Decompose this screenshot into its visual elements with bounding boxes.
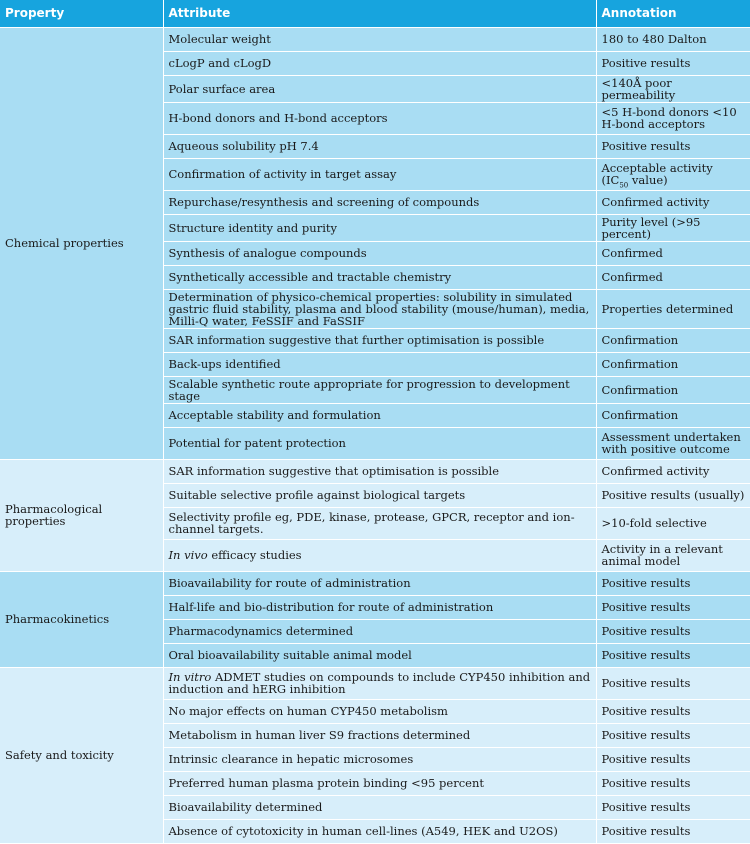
annotation-text: Confirmation: [601, 333, 679, 347]
annotation-text: >10-fold selective: [601, 516, 707, 530]
attribute-cell: [163, 376, 596, 403]
annotation-cell: [596, 747, 750, 771]
attribute-text: Confirmation of activity in target assay: [168, 167, 397, 181]
attribute-text: Potential for patent protection: [168, 436, 346, 450]
attribute-text: efficacy studies: [207, 548, 302, 562]
header-attribute: Attribute: [163, 0, 596, 27]
annotation-text: Purity level (>95 percent): [601, 214, 701, 241]
annotation-cell: [596, 595, 750, 619]
attribute-cell: [163, 190, 596, 214]
attribute-cell: [163, 102, 596, 134]
annotation-cell: [596, 352, 750, 376]
annotation-text: Confirmed activity: [601, 195, 710, 209]
annotation-cell: [596, 571, 750, 595]
annotation-cell: [596, 134, 750, 158]
table-row: [0, 667, 750, 699]
attribute-text: Absence of cytotoxicity in human cell-lines (A549, HEK and U2OS): [168, 824, 558, 838]
annotation-cell: [596, 539, 750, 571]
annotation-cell: [596, 376, 750, 403]
annotation-cell: [596, 667, 750, 699]
attribute-italic-text: In vitro: [168, 670, 212, 684]
attribute-cell: [163, 699, 596, 723]
attribute-cell: [163, 241, 596, 265]
attribute-text: Structure identity and purity: [168, 220, 337, 235]
attribute-cell: [163, 328, 596, 352]
attribute-cell: [163, 571, 596, 595]
attribute-text: Acceptable stability and formulation: [168, 408, 381, 422]
attribute-text: Oral bioavailability suitable animal model: [168, 648, 412, 662]
annotation-cell: [596, 27, 750, 51]
attribute-cell: [163, 723, 596, 747]
attribute-text: Back-ups identified: [168, 357, 281, 371]
attribute-text: Selectivity profile eg, PDE, kinase, protease, GPCR, receptor and ion-channel targets.: [168, 510, 575, 536]
annotation-cell: [596, 265, 750, 289]
attribute-text: Intrinsic clearance in hepatic microsomes: [168, 752, 414, 766]
annotation-cell: [596, 190, 750, 214]
attribute-cell: [163, 747, 596, 771]
annotation-cell: [596, 771, 750, 795]
attribute-italic-text: In vivo: [168, 548, 208, 562]
attribute-cell: [163, 795, 596, 819]
attribute-cell: [163, 51, 596, 75]
annotation-text: Acceptable activity: [601, 161, 713, 175]
annotation-cell: [596, 819, 750, 843]
annotation-cell: [596, 427, 750, 459]
annotation-text: 180 to 480 Dalton: [601, 32, 707, 46]
annotation-text: Positive results: [601, 776, 691, 790]
attribute-cell: [163, 75, 596, 102]
attribute-text: Determination of physico-chemical properties: solubility in simulated gastric fluid stability, plasma and blood stability (mouse/human), media, Milli-Q water, FeSSIF and FaSSIF: [168, 289, 590, 328]
attribute-cell: [163, 134, 596, 158]
attribute-cell: [163, 289, 596, 328]
table-row: [0, 27, 750, 51]
attribute-text: H-bond donors and H-bond acceptors: [168, 111, 388, 125]
annotation-text: Confirmed: [601, 270, 663, 284]
attribute-cell: [163, 459, 596, 483]
group-pharmacokinetics: [0, 571, 750, 667]
property-cell: Pharmacological properties: [0, 459, 163, 571]
annotation-text: Positive results: [601, 676, 691, 690]
annotation-cell: [596, 75, 750, 102]
attribute-text: ADMET studies on compounds to include CYP450 inhibition and induction and hERG inhibition: [168, 670, 591, 696]
annotation-cell: [596, 699, 750, 723]
attribute-text: Preferred human plasma protein binding <95 percent: [168, 776, 484, 790]
annotation-text: <5 H-bond donors <10 H-bond acceptors: [601, 105, 737, 131]
table-header: [0, 0, 750, 27]
attribute-text: Polar surface area: [168, 81, 276, 96]
annotation-cell: [596, 328, 750, 352]
annotation-text: Positive results: [601, 752, 691, 766]
annotation-text: Positive results: [601, 576, 691, 590]
annotation-cell: [596, 403, 750, 427]
annotation-text: Confirmed activity: [601, 464, 710, 478]
property-cell: Chemical properties: [0, 27, 163, 459]
attribute-text: Suitable selective profile against biological targets: [168, 488, 466, 502]
header-annotation: Annotation: [596, 0, 750, 27]
attribute-cell: [163, 819, 596, 843]
attribute-text: No major effects on human CYP450 metabolism: [168, 704, 448, 718]
attribute-cell: [163, 352, 596, 376]
attribute-cell: [163, 158, 596, 190]
annotation-text: Positive results: [601, 800, 691, 814]
attribute-cell: [163, 643, 596, 667]
annotation-cell: [596, 102, 750, 134]
header-property: Property: [0, 0, 163, 27]
attribute-cell: [163, 214, 596, 241]
annotation-cell: [596, 241, 750, 265]
annotation-text-pre: (IC: [601, 173, 620, 187]
table-row: [0, 459, 750, 483]
annotation-text-post: value): [628, 173, 668, 187]
annotation-text: Positive results: [601, 648, 691, 662]
annotation-text: Activity in a relevant animal model: [601, 542, 723, 568]
annotation-text: <140Å poor permeability: [601, 75, 676, 102]
annotation-cell: [596, 459, 750, 483]
attribute-cell: [163, 667, 596, 699]
attribute-cell: [163, 427, 596, 459]
attribute-text: Aqueous solubility pH 7.4: [168, 139, 319, 153]
annotation-text: Assessment undertaken with positive outcome: [601, 430, 741, 456]
attribute-text: Metabolism in human liver S9 fractions determined: [168, 728, 471, 742]
attribute-cell: [163, 619, 596, 643]
annotation-text: Confirmation: [601, 382, 679, 397]
attribute-text: Bioavailability determined: [168, 800, 323, 814]
attribute-cell: [163, 771, 596, 795]
annotation-text: Positive results: [601, 56, 691, 70]
attribute-cell: [163, 265, 596, 289]
attribute-text: SAR information suggestive that further optimisation is possible: [168, 333, 545, 347]
annotation-text: Positive results: [601, 600, 691, 614]
group-pharmacological-properties: [0, 459, 750, 571]
attribute-text: Pharmacodynamics determined: [168, 624, 354, 638]
annotation-text: Positive results (usually): [601, 488, 745, 502]
annotation-text: Confirmation: [601, 357, 679, 371]
attribute-text: Repurchase/resynthesis and screening of compounds: [168, 195, 480, 209]
attribute-text: Synthesis of analogue compounds: [168, 246, 367, 260]
attribute-text: Molecular weight: [168, 32, 271, 46]
annotation-subscript: 50: [619, 181, 629, 190]
attribute-text: Half-life and bio-distribution for route of administration: [168, 600, 494, 614]
attribute-text: Scalable synthetic route appropriate for progression to development stage: [168, 376, 570, 403]
annotation-cell: [596, 723, 750, 747]
annotation-cell: [596, 507, 750, 539]
property-cell: Pharmacokinetics: [0, 571, 163, 667]
attribute-cell: [163, 403, 596, 427]
attribute-cell: [163, 539, 596, 571]
attribute-text: SAR information suggestive that optimisation is possible: [168, 464, 500, 478]
attribute-cell: [163, 483, 596, 507]
annotation-text: Properties determined: [601, 301, 734, 316]
annotation-cell: [596, 289, 750, 328]
annotation-cell: [596, 158, 750, 190]
group-chemical-properties: [0, 27, 750, 459]
annotation-text: Confirmation: [601, 408, 679, 422]
annotation-cell: [596, 483, 750, 507]
annotation-cell: [596, 51, 750, 75]
annotation-text: Confirmed: [601, 246, 663, 260]
annotation-text: Positive results: [601, 728, 691, 742]
attribute-cell: [163, 595, 596, 619]
attribute-text: cLogP and cLogD: [168, 56, 272, 70]
annotation-text: Positive results: [601, 704, 691, 718]
annotation-cell: [596, 214, 750, 241]
attribute-cell: [163, 507, 596, 539]
table-row: [0, 571, 750, 595]
annotation-cell: [596, 643, 750, 667]
annotation-cell: [596, 619, 750, 643]
property-cell: Safety and toxicity: [0, 667, 163, 843]
annotation-text: Positive results: [601, 824, 691, 838]
annotation-text: Positive results: [601, 139, 691, 153]
group-safety-and-toxicity: [0, 667, 750, 843]
attribute-text: Bioavailability for route of administration: [168, 576, 411, 590]
annotation-cell: [596, 795, 750, 819]
attribute-cell: [163, 27, 596, 51]
attribute-text: Synthetically accessible and tractable chemistry: [168, 270, 452, 284]
annotation-text: Positive results: [601, 624, 691, 638]
